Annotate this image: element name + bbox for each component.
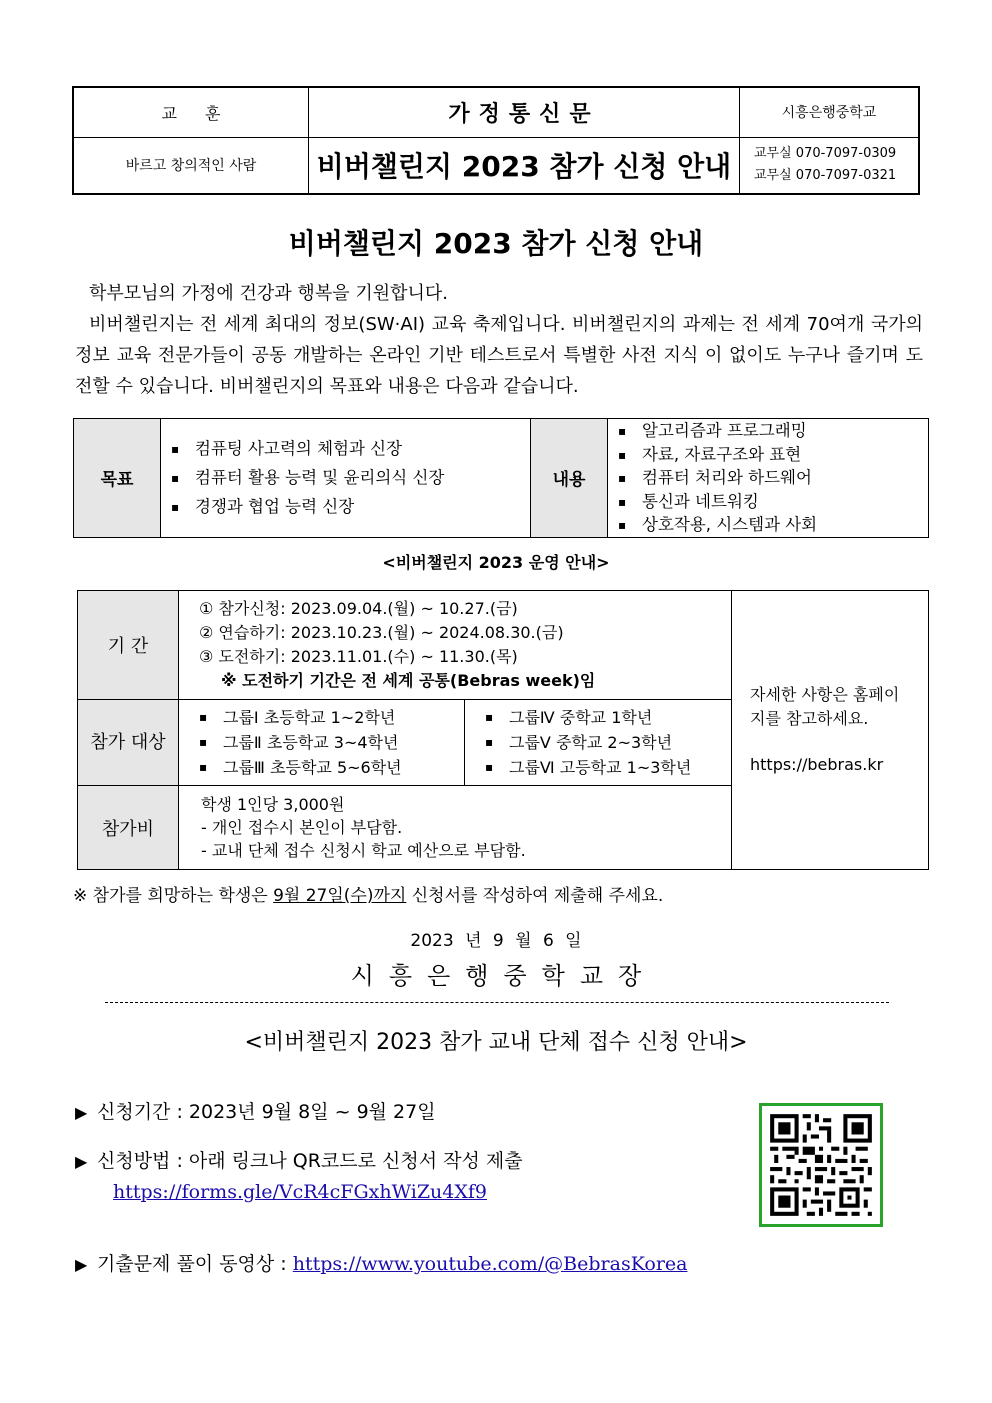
page-title: 비버챌린지 2023 참가 신청 안내 [288, 227, 704, 260]
goal-list [161, 434, 530, 521]
fee-individual: - 개인 접수시 본인이 부담함. [201, 818, 403, 837]
period-note: ※ 도전하기 기간은 전 세계 공통(Bebras week)임 [221, 671, 596, 690]
list-item: ▪ 그룹Ⅲ 초등학교 5~6학년 [179, 755, 464, 780]
newsletter-title: 가정통신문 [309, 87, 740, 137]
goals-table [73, 418, 929, 538]
period-cell [179, 591, 732, 700]
video-label: 기출문제 풀이 동영상 : [97, 1253, 293, 1275]
intro-body: 비버챌린지는 전 세계 최대의 정보(SW·AI) 교육 축제입니다. 비버챌린지의 과제는 전 세계 70여개 국가의 정보 교육 전문가들이 공동 개발하는 온라인 기반 테스트로서 특별한 사전 지식 이 없이도 누구나 즐기며 도전할 수 있습니다. 비버챌린지의 목표와 내용은 다음과 같습니다. [75, 314, 923, 397]
list-item: ▪ 그룹Ⅳ 중학교 1학년 [465, 705, 731, 730]
list-item: ▪ 그룹Ⅵ 고등학교 1~3학년 [465, 755, 731, 780]
deadline-notice [73, 881, 663, 906]
issue-date: 2023 년 9 월 6 일 [410, 931, 582, 951]
form-link[interactable]: https://forms.gle/VcR4cFGxhWiZu4Xf9 [113, 1181, 488, 1203]
group-apply-title: <비버챌린지 2023 참가 교내 단체 접수 신청 안내> [244, 1030, 748, 1055]
form-link-row [113, 1181, 487, 1203]
triangle-bullet-icon: ▶ [75, 1152, 88, 1171]
list-item: ▪ 그룹Ⅱ 초등학교 3~4학년 [179, 730, 464, 755]
principal-signature: 시흥은행중학교장 [350, 962, 657, 990]
content-label: 내용 [531, 419, 608, 538]
ops-title: <비버챌린지 2023 운영 안내> [382, 553, 610, 572]
list-item: ▪ 알고리즘과 프로그래밍 [608, 419, 928, 443]
apply-period-text: 신청기간 : 2023년 9월 8일 ~ 9월 27일 [97, 1101, 436, 1123]
motto: 바르고 창의적인 사람 [73, 137, 309, 194]
phone-numbers [740, 137, 920, 194]
info-url: https://bebras.kr [750, 755, 884, 774]
period-challenge: ③ 도전하기: 2023.11.01.(수) ~ 11.30.(목) [199, 647, 518, 666]
goal-label: 목표 [74, 419, 161, 538]
fee-amount: 학생 1인당 3,000원 [201, 795, 345, 814]
fee-label: 참가비 [78, 786, 179, 870]
video-row [75, 1249, 687, 1276]
header-table [72, 86, 920, 195]
group-list-right [465, 705, 731, 780]
phone-1: 교무실 070-7097-0309 [754, 146, 897, 162]
qr-code[interactable] [759, 1103, 883, 1227]
target-label: 참가 대상 [78, 700, 179, 786]
group-list-left [179, 705, 464, 780]
period-apply: ① 참가신청: 2023.09.04.(월) ~ 10.27.(금) [199, 599, 518, 618]
divider [105, 1002, 889, 1003]
list-item: ▪ 그룹Ⅴ 중학교 2~3학년 [465, 730, 731, 755]
triangle-bullet-icon: ▶ [75, 1103, 88, 1122]
period-practice: ② 연습하기: 2023.10.23.(월) ~ 2024.08.30.(금) [199, 623, 564, 642]
info-text: 자세한 사항은 홈페이지를 참고하세요. [750, 685, 900, 728]
fee-cell [179, 786, 732, 870]
list-item: ▪ 컴퓨터 활용 능력 및 윤리의식 신장 [161, 463, 530, 492]
list-item: ▪ 그룹Ⅰ 초등학교 1~2학년 [179, 705, 464, 730]
notice-prefix: ※ 참가를 희망하는 학생은 [73, 886, 274, 906]
ops-table [77, 590, 929, 870]
phone-2: 교무실 070-7097-0321 [754, 168, 897, 184]
apply-method-text: 신청방법 : 아래 링크나 QR코드로 신청서 작성 제출 [97, 1150, 523, 1172]
fee-group: - 교내 단체 접수 신청시 학교 예산으로 부담함. [201, 841, 526, 860]
list-item: ▪ 통신과 네트워킹 [608, 490, 928, 514]
list-item: ▪ 컴퓨팅 사고력의 체험과 신장 [161, 434, 530, 463]
doc-title: 비버챌린지 2023 참가 신청 안내 [309, 137, 740, 194]
video-link[interactable]: https://www.youtube.com/@BebrasKorea [292, 1253, 688, 1275]
apply-method [75, 1146, 523, 1173]
intro-greeting: 학부모님의 가정에 건강과 행복을 기원합니다. [89, 283, 448, 304]
notice-suffix: 신청서를 작성하여 제출해 주세요. [406, 886, 664, 906]
apply-period [75, 1097, 436, 1124]
period-label: 기 간 [78, 591, 179, 700]
list-item: ▪ 경쟁과 협업 능력 신장 [161, 492, 530, 521]
list-item: ▪ 자료, 자료구조와 표현 [608, 443, 928, 467]
motto-label: 교훈 [73, 87, 309, 137]
list-item: ▪ 상호작용, 시스템과 사회 [608, 513, 928, 537]
notice-deadline: 9월 27일(수)까지 [273, 886, 407, 906]
triangle-bullet-icon: ▶ [75, 1255, 88, 1274]
info-side-cell [732, 591, 929, 870]
list-item: ▪ 컴퓨터 처리와 하드웨어 [608, 466, 928, 490]
qr-code-icon [762, 1106, 880, 1224]
school-name: 시흥은행중학교 [740, 87, 920, 137]
content-list [608, 419, 928, 537]
